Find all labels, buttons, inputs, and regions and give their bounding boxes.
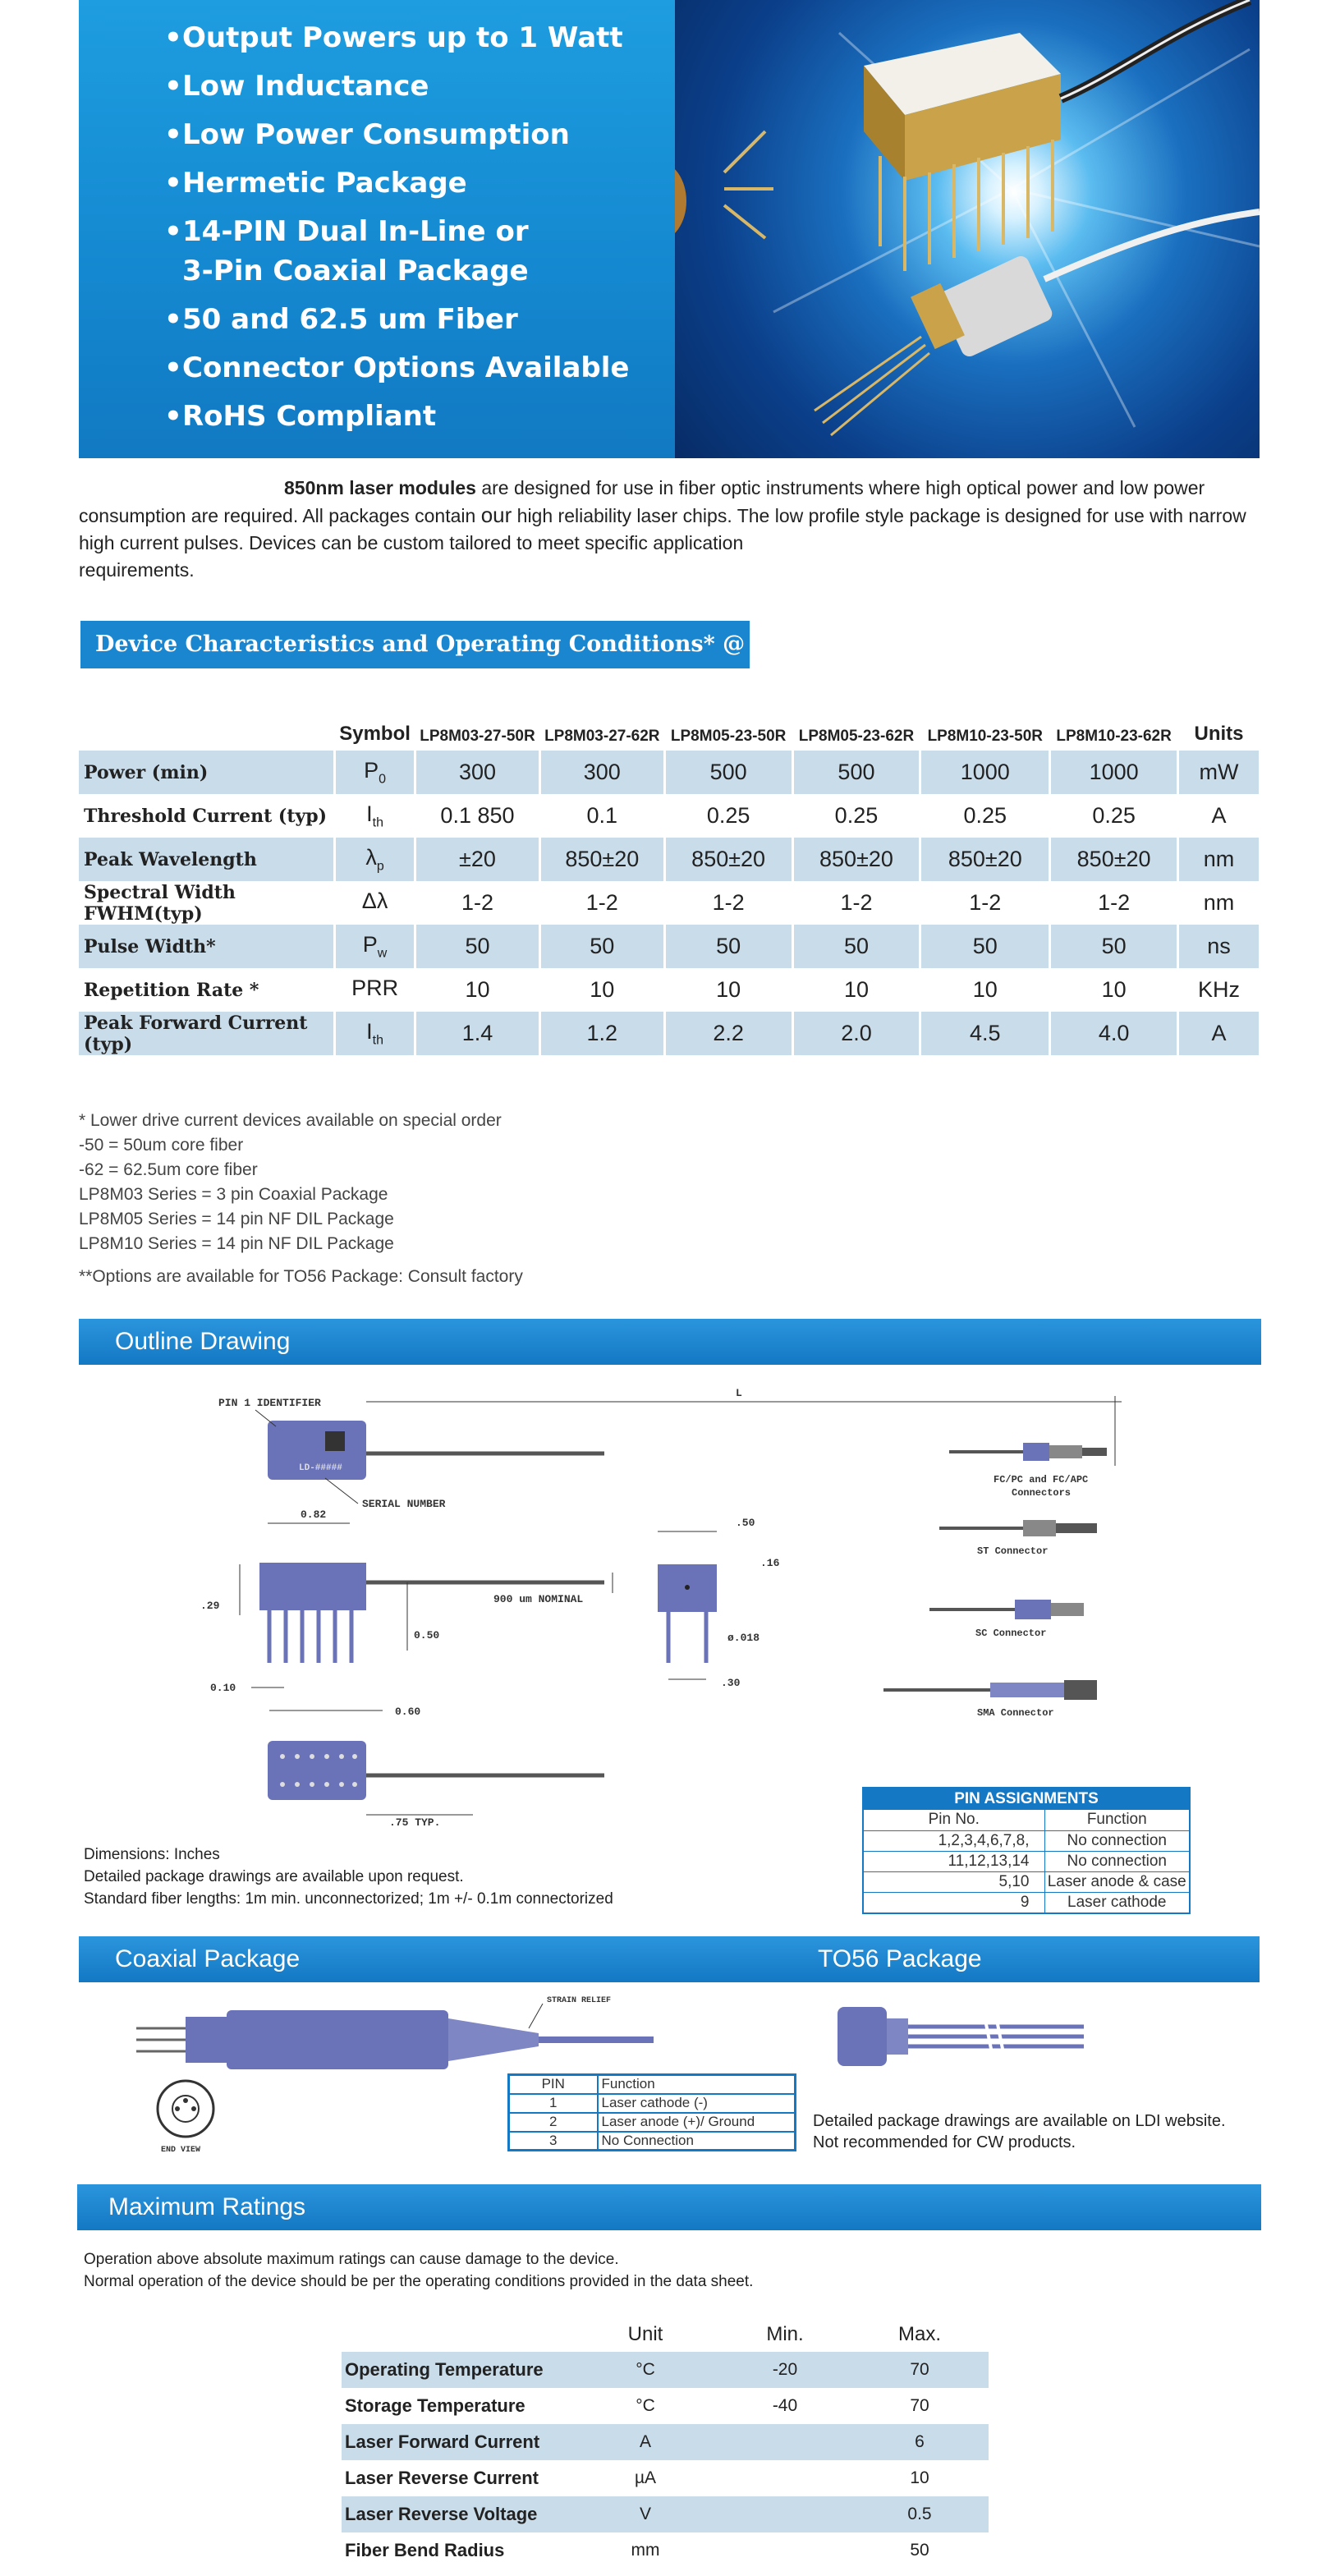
symbol-cell [335,1012,415,1055]
max-header: Max. [897,2323,941,2345]
value-cell: 850±20 [792,838,920,881]
barcode-icon [325,1431,345,1451]
model-header: LP8M03-27-62R [544,728,660,745]
to56-package-title: TO56 Package [818,1945,982,1972]
row-label: Fiber Bend Radius [345,2540,505,2560]
pin-dot [685,1585,690,1590]
symbol: P [364,757,379,783]
row-label: Operating Temperature [342,2352,571,2388]
feature-item: • 50 and 62.5 um Fiber [164,300,675,339]
value-cell: 500 [792,751,920,794]
laser-modules-illustration [675,0,1260,458]
table-row [509,2094,796,2113]
dim-s050: .50 [736,1517,755,1529]
footnote-line: LP8M10 Series = 14 pin NF DIL Package [79,1234,394,1253]
value-cell: 0.1 850 [415,794,540,838]
value-cell: 10 [539,968,664,1012]
value-cell: 850±20 [539,838,664,881]
detail-note: Detailed package drawings are available upon request. [84,1868,464,1885]
blank-header [342,2317,571,2352]
function-cell: Laser anode & case [1044,1871,1189,1892]
coax-body [227,2010,448,2069]
row-label: Threshold Current (typ) [79,794,335,838]
unit-cell: mm [631,2541,660,2560]
value-cell: 1.4 [415,1012,540,1055]
row-label: Peak Wavelength [79,838,335,881]
table-row [864,1851,1189,1871]
serial-label: SERIAL NUMBER [362,1498,446,1510]
strain-relief [448,2018,539,2061]
symbol-cell [335,881,415,925]
units-header: Units [1194,723,1244,745]
symbol: I [366,801,373,826]
value-cell: 50 [792,925,920,968]
end-view-circle [158,2081,213,2137]
st-label: ST Connector [977,1545,1049,1557]
footnote-line: -62 = 62.5um core fiber [79,1160,258,1179]
pin-cell: 9 [864,1892,1044,1912]
value-cell: ±20 [415,838,540,881]
symbol-sub: th [372,815,383,830]
fiber-lengths-note: Standard fiber lengths: 1m min. unconnectorized; 1m +/- 0.1m connectorized [84,1890,613,1908]
table-row [342,2460,989,2496]
footnote-line: * Lower drive current devices available on special order [79,1111,502,1130]
unit-cell: V [571,2496,719,2532]
max-note-line: Operation above absolute maximum ratings can cause damage to the device. [84,2251,619,2268]
feature-item [164,212,675,291]
table-row [342,2424,989,2460]
module-side-view [259,1563,366,1610]
l-label: L [736,1387,742,1399]
value-cell: 1.2 [539,1012,664,1055]
table-header-row [342,2317,989,2352]
pin-assignments-table [862,1787,1191,1914]
value-cell: 1-2 [1050,881,1178,925]
strain-relief-label: STRAIN RELIEF [547,1996,612,2005]
unit-cell: ns [1178,925,1260,968]
pin-cell: 2 [509,2113,598,2132]
header-cell: Function [1044,1810,1189,1830]
feature-item: • RoHS Compliant [164,397,675,436]
unit-cell: nm [1178,838,1260,881]
fc-label: FC/PC and FC/APC [994,1474,1089,1485]
symbol-header: Symbol [339,723,411,745]
leader-line [255,1410,276,1426]
model-header: LP8M10-23-62R [1056,728,1172,745]
symbol-sub: 0 [379,772,387,787]
intro-lead: 850nm laser modules [284,477,476,498]
value-cell: 0.25 [1050,794,1178,838]
min-cell [719,2532,851,2569]
table-row [79,794,1260,838]
value-cell: 850±20 [664,838,792,881]
dim-s018: ø.018 [727,1632,760,1644]
model-header: LP8M05-23-50R [670,728,787,745]
max-cell: 50 [910,2541,929,2560]
function-cell: No Connection [601,2132,694,2148]
table-row [342,2496,989,2532]
value-cell: 50 [664,925,792,968]
table-row [79,751,1260,794]
table-row [79,968,1260,1012]
model-header: LP8M05-23-62R [798,728,915,745]
row-label: Laser Forward Current [342,2424,571,2460]
leader-line [325,1478,358,1504]
st-connector-icon [939,1520,1097,1536]
end-view-label: END VIEW [161,2146,201,2155]
row-label: Pulse Width* [79,925,335,968]
sc-connector-icon [929,1600,1084,1619]
header-cell: PIN [509,2075,598,2094]
feature-item: • Low Inductance [164,67,675,106]
coax-leads [136,2028,186,2051]
value-cell: 10 [920,968,1050,1012]
to56-package-drawing [821,1997,1100,2096]
coax-to56-band [79,1936,1260,1982]
to56-note-line: Not recommended for CW products. [813,2133,1076,2151]
blank-header [79,716,335,751]
symbol-cell [335,968,415,1012]
unit-cell: °C [571,2352,719,2388]
min-cell [719,2460,851,2496]
row-label: Repetition Rate * [79,968,335,1012]
pin-cell: 5,10 [864,1871,1044,1892]
unit-cell: A [571,2424,719,2460]
intro-our: our [480,503,512,527]
pin-cell: 11,12,13,14 [864,1851,1044,1871]
symbol: I [366,1018,373,1044]
product-photo [675,0,1260,458]
intro-text: are designed for use in fiber optic instruments where high optical power and low power consumption are required. All packages contain [79,477,1205,526]
sma-label: SMA Connector [977,1707,1054,1719]
fiber-nominal-label: 900 um NOMINAL [493,1593,584,1605]
model-header: LP8M10-23-50R [927,728,1044,745]
value-cell: 1000 [920,751,1050,794]
max-cell: 70 [851,2352,989,2388]
feature-item: • Output Powers up to 1 Watt [164,18,675,57]
row-label: Laser Reverse Voltage [342,2496,571,2532]
symbol: Δλ [361,888,388,913]
pin-cell: 3 [509,2132,598,2151]
table-header-row [864,1810,1189,1830]
dim-010: 0.10 [210,1682,236,1694]
value-cell: 1-2 [920,881,1050,925]
table-row [509,2113,796,2132]
max-cell: 0.5 [851,2496,989,2532]
min-cell: -20 [719,2352,851,2388]
intro-text: requirements. [79,559,195,581]
symbol-sub: p [376,859,384,874]
max-cell: 6 [851,2424,989,2460]
value-cell: 1-2 [415,881,540,925]
value-cell: 850±20 [1050,838,1178,881]
unit-cell: µA [634,2468,657,2487]
value-cell: 0.25 [920,794,1050,838]
value-cell: 2.2 [664,1012,792,1055]
value-cell: 1-2 [792,881,920,925]
table-row [864,1892,1189,1912]
pin-assignments-title: PIN ASSIGNMENTS [864,1789,1189,1810]
max-cell: 70 [910,2396,929,2415]
max-cell: 10 [910,2468,929,2487]
function-cell: No connection [1044,1851,1189,1871]
value-cell: 300 [415,751,540,794]
dim-060: 0.60 [395,1706,421,1718]
row-label: Laser Reverse Current [345,2468,539,2488]
value-cell: 0.1 [539,794,664,838]
table-header-row [509,2075,796,2094]
table-row [509,2132,796,2151]
footnote-line: LP8M03 Series = 3 pin Coaxial Package [79,1185,388,1204]
value-cell: 850±20 [920,838,1050,881]
unit-cell: °C [636,2396,655,2415]
coax-flange [186,2017,227,2063]
value-cell: 50 [920,925,1050,968]
leader-line [529,2004,543,2028]
value-cell: 1000 [1050,751,1178,794]
header-cell: Pin No. [864,1810,1044,1830]
value-cell: 50 [539,925,664,968]
to-can-icon [675,131,773,241]
end-pins [668,1612,706,1663]
symbol-cell [335,925,415,968]
dim-s016: .16 [760,1557,780,1569]
pin-assignments-grid [864,1810,1189,1912]
to56-leads [908,2027,1084,2046]
footnotes [79,1109,523,1289]
table-row [864,1871,1189,1892]
sma-connector-icon [883,1680,1097,1700]
table-row [79,881,1260,925]
value-cell: 10 [1050,968,1178,1012]
max-ratings-notes [84,2248,753,2293]
symbol-cell [335,794,415,838]
table-row [79,1012,1260,1055]
function-cell: Laser anode (+)/ Ground [598,2113,796,2132]
row-label: Peak Forward Current (typ) [79,1012,335,1055]
value-cell: 1-2 [664,881,792,925]
table-row [342,2388,989,2424]
value-cell: 1-2 [539,881,664,925]
ld-label: LD-##### [299,1463,342,1473]
table-row [79,838,1260,881]
coax-pin-table [507,2073,796,2151]
function-cell: Laser cathode (-) [598,2094,796,2113]
value-cell: 4.5 [920,1012,1050,1055]
min-header: Min. [766,2323,804,2345]
header-cell: Function [598,2075,796,2094]
feature-item: • Low Power Consumption [164,115,675,154]
module-bottom-view [268,1741,366,1800]
max-ratings-band [77,2184,1261,2230]
symbol-sub: th [372,1033,383,1048]
outline-drawing [79,1367,1261,1827]
intro-paragraph [79,475,1261,584]
spec-section-title: Device Characteristics and Operating Conditions* @ 25°C [80,621,750,668]
table-header-row [79,716,1260,751]
min-cell [719,2424,851,2460]
value-cell: 300 [539,751,664,794]
pins [269,1610,351,1663]
unit-cell: nm [1178,881,1260,925]
feature-item-line: 14-PIN Dual In-Line or [182,215,529,248]
value-cell: 50 [1050,925,1178,968]
to56-cap [887,2018,908,2055]
symbol-cell [335,751,415,794]
outline-drawing-title: Outline Drawing [115,1328,291,1355]
value-cell: 0.25 [664,794,792,838]
min-cell [719,2496,851,2532]
sc-label: SC Connector [975,1628,1047,1639]
feature-item-line: 3-Pin Coaxial Package [182,255,529,287]
value-cell: 10 [415,968,540,1012]
dimension-notes [84,1844,613,1910]
hero-banner [79,0,1260,458]
value-cell: 4.0 [1050,1012,1178,1055]
value-cell: 10 [664,968,792,1012]
pin-cell: 1,2,3,4,6,7,8, [864,1830,1044,1851]
function-cell: Laser cathode [1067,1893,1167,1911]
typ-label: .75 TYP. [389,1816,441,1827]
to56-body [838,2007,887,2066]
dim-029: .29 [200,1600,220,1612]
symbol-cell [335,838,415,881]
table-row [864,1830,1189,1851]
unit-header: Unit [627,2323,663,2345]
outline-drawing-band [79,1319,1261,1365]
to56-notes [813,2110,1226,2153]
max-note-line: Normal operation of the device should be per the operating conditions provided in the data sheet. [84,2273,754,2290]
intro-text: high reliability laser chips. The low profile style package is designed for use with narrow high current pulses. Devices can be custom tailored to meet specific application [79,505,1246,553]
table-row [342,2532,989,2569]
feature-list [164,18,675,436]
dim-s030: .30 [721,1677,741,1689]
row-label: Spectral Width FWHM(typ) [79,881,335,925]
symbol: λ [365,844,377,870]
footnote-line: LP8M05 Series = 14 pin NF DIL Package [79,1210,394,1228]
table-row [342,2352,989,2388]
dim-082: 0.82 [301,1508,327,1521]
value-cell: 500 [664,751,792,794]
fc-label-2: Connectors [1012,1487,1072,1499]
symbol: PRR [351,975,399,1000]
min-cell: -40 [772,2396,798,2415]
value-cell: 2.0 [792,1012,920,1055]
unit-cell: KHz [1178,968,1260,1012]
device-characteristics-table [79,716,1261,1055]
dim-050: 0.50 [414,1629,440,1642]
dimensions-note: Dimensions: Inches [84,1846,220,1863]
row-label: Storage Temperature [345,2395,525,2416]
symbol-sub: w [377,946,388,961]
value-cell: 50 [415,925,540,968]
to56-note-line: Detailed package drawings are available on LDI website. [813,2112,1226,2130]
row-label: Power (min) [79,751,335,794]
model-header: LP8M03-27-50R [420,728,535,745]
fc-connector-icon [949,1443,1107,1461]
max-ratings-title: Maximum Ratings [108,2193,306,2220]
value-cell: 0.25 [792,794,920,838]
value-cell: 10 [792,968,920,1012]
function-cell: No connection [1044,1830,1189,1851]
table-row [79,925,1260,968]
feature-item: • Connector Options Available [164,348,675,388]
feature-panel [79,0,675,458]
unit-cell: A [1178,794,1260,838]
pin1-label: PIN 1 IDENTIFIER [218,1397,321,1409]
footnote-line: -50 = 50um core fiber [79,1136,244,1155]
max-ratings-table [342,2317,989,2569]
pin-cell: 1 [509,2094,598,2113]
footnote-options: **Options are available for TO56 Package: Consult factory [79,1267,523,1286]
unit-cell: A [1178,1012,1260,1055]
symbol: P [362,931,378,957]
unit-cell: mW [1178,751,1260,794]
coaxial-package-title: Coaxial Package [115,1945,301,1972]
feature-item: • Hermetic Package [164,163,675,203]
